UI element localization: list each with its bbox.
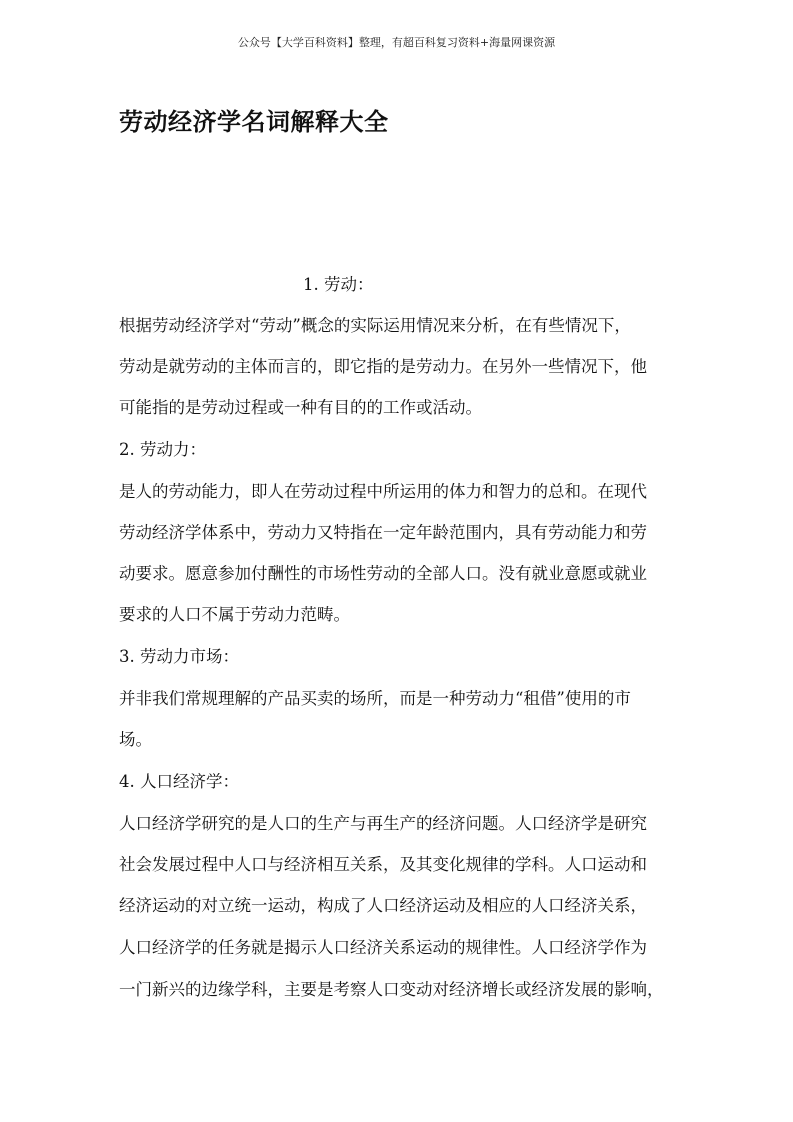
paragraph-line: 经济运动的对立统一运动，构成了人口经济运动及相应的人口经济关系， bbox=[119, 896, 647, 915]
paragraph-line: 要求的人口不属于劳动力范畴。 bbox=[119, 605, 350, 624]
paragraph-line: 劳动经济学体系中，劳动力又特指在一定年龄范围内，具有劳动能力和劳 bbox=[119, 523, 647, 542]
paragraph-line: 社会发展过程中人口与经济相互关系，及其变化规律的学科。人口运动和 bbox=[119, 855, 647, 874]
paragraph-line: 劳动是就劳动的主体而言的，即它指的是劳动力。在另外一些情况下，他 bbox=[119, 357, 647, 376]
paragraph-line: 人口经济学研究的是人口的生产与再生产的经济问题。人口经济学是研究 bbox=[119, 814, 647, 833]
paragraph-line: 可能指的是劳动过程或一种有目的的工作或活动。 bbox=[119, 398, 482, 417]
section-heading: 3. 劳动力市场： bbox=[119, 647, 239, 666]
paragraph-line: 并非我们常规理解的产品买卖的场所，而是一种劳动力“租借”使用的市 bbox=[119, 689, 631, 708]
paragraph-line: 动要求。愿意参加付酬性的市场性劳动的全部人口。没有就业意愿或就业 bbox=[119, 564, 647, 583]
page-header: 公众号【大学百科资料】整理，有超百科复习资料+海量网课资源 bbox=[237, 36, 556, 49]
section-heading: 4. 人口经济学： bbox=[119, 772, 239, 791]
section-heading: 2. 劳动力： bbox=[119, 440, 206, 459]
paragraph-line: 一门新兴的边缘学科，主要是考察人口变动对经济增长或经济发展的影响， bbox=[119, 980, 664, 999]
paragraph-line: 人口经济学的任务就是揭示人口经济关系运动的规律性。人口经济学作为 bbox=[119, 938, 647, 957]
paragraph-line: 是人的劳动能力，即人在劳动过程中所运用的体力和智力的总和。在现代 bbox=[119, 482, 647, 501]
section-heading: 1. 劳动： bbox=[303, 275, 374, 294]
paragraph-line: 场。 bbox=[119, 730, 152, 749]
paragraph-line: 根据劳动经济学对“劳动”概念的实际运用情况来分析，在有些情况下， bbox=[119, 316, 631, 335]
document-title: 劳动经济学名词解释大全 bbox=[119, 108, 389, 136]
